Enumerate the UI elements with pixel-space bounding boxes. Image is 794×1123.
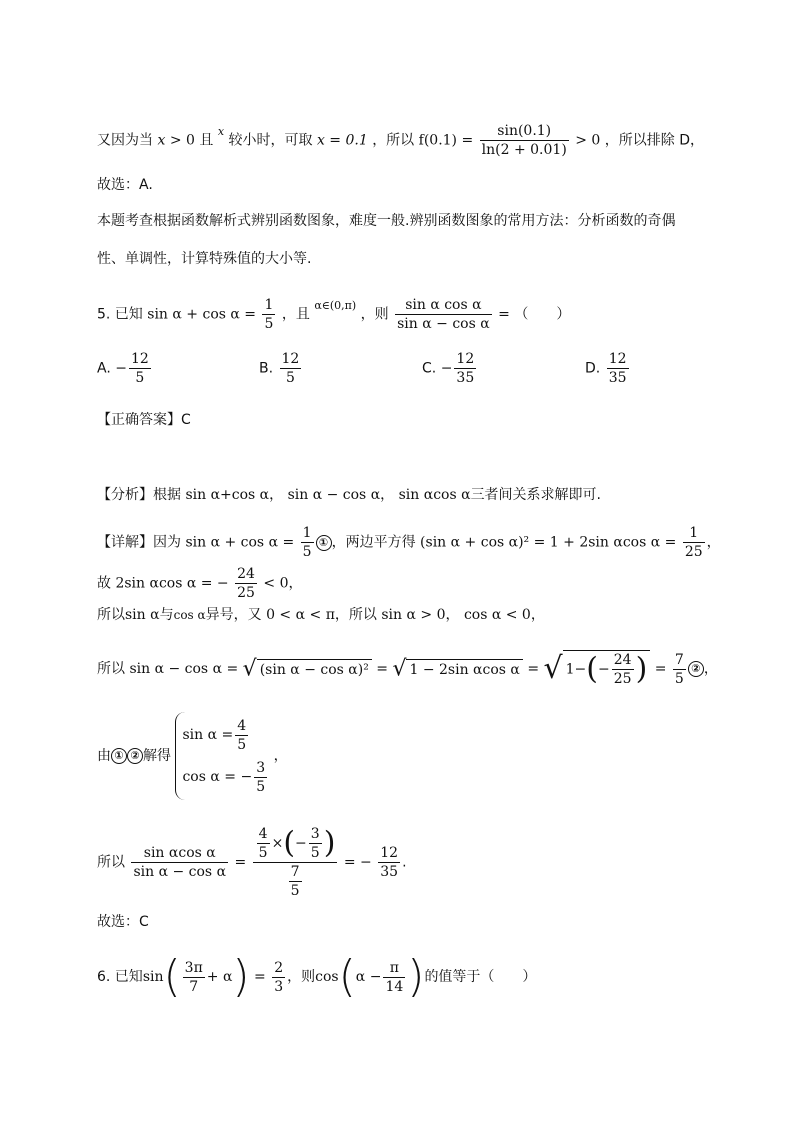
text: .: [402, 854, 407, 871]
fraction: [131, 844, 228, 881]
fraction: [280, 350, 302, 387]
circled-marker: ②: [127, 748, 143, 764]
step-3: [97, 605, 545, 625]
denominator: 5: [256, 778, 266, 795]
fraction: [301, 524, 314, 561]
text: ，所以: [372, 132, 415, 149]
math: =: [254, 969, 266, 985]
text: = （ ）: [498, 306, 571, 323]
square-root: √ 1 − 2sin αcos α: [392, 659, 522, 680]
text: ，所以: [334, 607, 377, 623]
numerator: sin α cos α: [395, 296, 492, 315]
numerator: 12: [380, 845, 399, 861]
math: 2sin αcos α = −: [115, 575, 229, 592]
math: = −: [343, 854, 372, 871]
square-root: √ 1−(− $\frac{24}{25}$ ): [544, 650, 651, 688]
denominator: 5: [264, 316, 274, 332]
fraction: [683, 524, 705, 561]
text: 所以: [97, 854, 125, 871]
denominator: 5: [135, 370, 145, 386]
math: sin αcos α: [398, 487, 471, 503]
numerator: π: [383, 959, 405, 978]
sign: −: [115, 360, 127, 377]
denominator: sin α − cos α: [133, 864, 227, 880]
math: cos: [315, 969, 339, 985]
fraction: [480, 122, 569, 159]
option-a[interactable]: [97, 350, 153, 387]
text: ，则: [287, 969, 316, 985]
text: 由: [97, 748, 111, 764]
text: 与: [159, 607, 174, 623]
detail-line: [97, 524, 721, 561]
text: 6. 已知: [97, 969, 143, 985]
denominator: 5: [258, 845, 268, 861]
math: sin α + cos α =: [185, 534, 295, 551]
fraction: [383, 959, 405, 996]
text: ，且: [281, 306, 310, 323]
denominator: 25: [613, 671, 632, 687]
math: sin α − cos α =: [129, 661, 239, 677]
fraction: [235, 717, 248, 754]
math: sin: [142, 969, 164, 985]
denominator: 25: [237, 585, 255, 601]
text: ，: [706, 534, 721, 551]
numerator: 7: [674, 651, 684, 668]
math: (sin α + cos α)² = 1 + 2sin αcos α =: [420, 534, 677, 551]
correct-answer: 【正确答案】C: [97, 412, 191, 428]
text: ，: [703, 661, 718, 677]
step-6: [97, 825, 407, 900]
math: =: [654, 661, 667, 677]
fraction: [254, 759, 267, 796]
denominator: ln(2 + 0.01): [481, 142, 567, 158]
fraction: [289, 863, 302, 900]
fraction: [395, 296, 492, 333]
numerator: sin αcos α: [131, 844, 228, 863]
numerator: 3: [256, 759, 266, 776]
text: 解得: [143, 748, 171, 764]
math: sin α > 0: [381, 607, 446, 623]
step-4: [97, 650, 718, 688]
denominator: sin α − cos α: [397, 316, 490, 332]
numerator: 7: [290, 864, 300, 880]
option-label: C.: [422, 360, 437, 377]
sign: −: [440, 360, 453, 377]
math: 0 < α < π: [266, 607, 335, 623]
denominator: 5: [237, 736, 247, 753]
option-c[interactable]: [422, 350, 478, 387]
square-root: √ (sin α − cos α)²: [243, 659, 372, 680]
denominator: 5: [290, 883, 300, 899]
math: > 0: [169, 132, 195, 149]
denominator: 14: [385, 978, 404, 995]
denominator: 25: [684, 544, 703, 560]
math: x = 0.1: [316, 132, 368, 149]
option-b[interactable]: [259, 350, 303, 387]
question-6: 6. 已知sin( $\frac{3\pi}{7}$ + α) = $\frac{2}{3}$ ，则cos(α − $\frac{\pi}{14}$ )的值等于（ ）: [97, 951, 537, 1002]
fraction: [129, 350, 151, 387]
fraction: [673, 651, 686, 688]
numerator: 12: [608, 351, 627, 367]
math: α −: [355, 969, 382, 985]
math: sin α =: [182, 727, 234, 743]
fraction: [612, 651, 634, 688]
math-var: x: [157, 132, 166, 149]
text: ，: [269, 487, 284, 503]
note-line: 本题考查根据函数解析式辨别函数图象，难度一般.辨别函数图象的常用方法：分析函数的奇偶: [97, 213, 676, 229]
math: sin α − cos α: [287, 487, 381, 503]
compound-fraction: [253, 825, 338, 900]
text-line-exclude-d: [97, 122, 704, 159]
math: sin α: [125, 607, 160, 623]
tag: 【分析】: [97, 487, 153, 503]
radicand: 1 − 2sin αcos α: [406, 659, 522, 680]
math: cos α = −: [182, 769, 253, 785]
text: ，两边平方得: [331, 534, 416, 551]
numerator: 4: [237, 717, 247, 734]
text: ，: [445, 607, 460, 623]
text: 异号，又: [205, 607, 262, 623]
radicand: (sin α − cos α)²: [257, 659, 372, 680]
text: ，: [380, 487, 395, 503]
denominator: 5: [310, 845, 320, 861]
text: ，则: [360, 306, 389, 323]
numerator: 1: [264, 297, 274, 313]
math: cos α: [173, 608, 206, 622]
fraction: [183, 959, 205, 996]
answer-line: 故选：C: [97, 914, 149, 930]
tag: 【详解】: [97, 534, 153, 551]
text: 所以: [97, 661, 125, 677]
text: 5. 已知: [97, 306, 143, 323]
numerator: 12: [456, 351, 475, 367]
option-d[interactable]: [585, 350, 631, 387]
numerator: 24: [237, 566, 255, 582]
fraction: [262, 296, 275, 333]
numerator: 4: [258, 826, 268, 842]
math-var: x: [217, 125, 225, 138]
fraction: [257, 825, 270, 862]
numerator: 2: [274, 959, 284, 976]
math: sin α+cos α: [185, 487, 270, 503]
numerator: 3: [310, 826, 320, 842]
numerator: 1: [302, 525, 312, 541]
circled-marker: ①: [111, 748, 127, 764]
numerator: 3π: [184, 959, 203, 976]
circled-marker: ①: [316, 535, 332, 551]
analysis-line: [97, 485, 601, 505]
denominator: 5: [285, 370, 295, 386]
math: 1−: [565, 661, 587, 678]
denominator: 35: [380, 864, 399, 880]
option-label: D.: [585, 360, 601, 377]
text: 三者间关系求解即可.: [470, 487, 602, 503]
text: 的值等于（ ）: [424, 969, 537, 985]
text: ，所以排除 D，: [604, 132, 705, 149]
option-label: B.: [259, 360, 274, 377]
math: + α: [206, 969, 233, 985]
math: α∈(0,π): [314, 299, 357, 312]
denominator: 5: [302, 544, 312, 560]
denominator: 35: [456, 370, 475, 386]
math: =: [376, 661, 388, 677]
text: 故: [97, 575, 111, 592]
numerator: 24: [613, 652, 632, 668]
math: =: [527, 661, 540, 677]
text: 所以: [97, 607, 125, 623]
step-5: [97, 712, 288, 800]
question-5: [97, 296, 570, 333]
fraction: [378, 844, 400, 881]
math: sin α + cos α =: [147, 306, 257, 323]
fraction: [272, 959, 285, 996]
fraction: [607, 350, 629, 387]
option-label: A.: [97, 360, 111, 377]
math: < 0，: [263, 575, 303, 592]
math: cos α < 0: [463, 607, 531, 623]
numerator: 1: [683, 524, 705, 543]
circled-marker: ②: [688, 661, 704, 677]
denominator: 35: [608, 370, 627, 386]
equation-system: [175, 712, 269, 800]
fraction: [235, 565, 257, 602]
note-line: 性、单调性，计算特殊值的大小等.: [97, 251, 312, 267]
math: ×: [271, 835, 284, 852]
math: =: [234, 854, 247, 871]
numerator: 12: [130, 351, 149, 367]
numerator: sin(0.1): [480, 122, 569, 141]
denominator: 7: [189, 978, 199, 995]
text: ，: [273, 748, 288, 764]
radicand: 1−(− $\frac{24}{25}$ ): [563, 650, 651, 688]
math: > 0: [575, 132, 601, 149]
numerator: 12: [281, 351, 300, 367]
text: 又因为当: [97, 132, 153, 149]
text: 较小时，可取: [228, 132, 313, 149]
denominator: 5: [674, 670, 684, 687]
fraction: [454, 350, 476, 387]
text: ，: [530, 607, 545, 623]
math: f(0.1) =: [418, 132, 474, 149]
text: 根据: [153, 487, 181, 503]
fraction: [309, 825, 322, 862]
step-2: [97, 565, 303, 602]
numerator: $\frac{4}{5}$ ×(− $\frac{3}{5}$ ): [253, 825, 338, 863]
text: 因为: [153, 534, 181, 551]
denominator: [253, 863, 338, 900]
text: 且: [199, 132, 214, 149]
answer-line: 故选：A.: [97, 177, 153, 193]
denominator: 3: [274, 978, 284, 995]
